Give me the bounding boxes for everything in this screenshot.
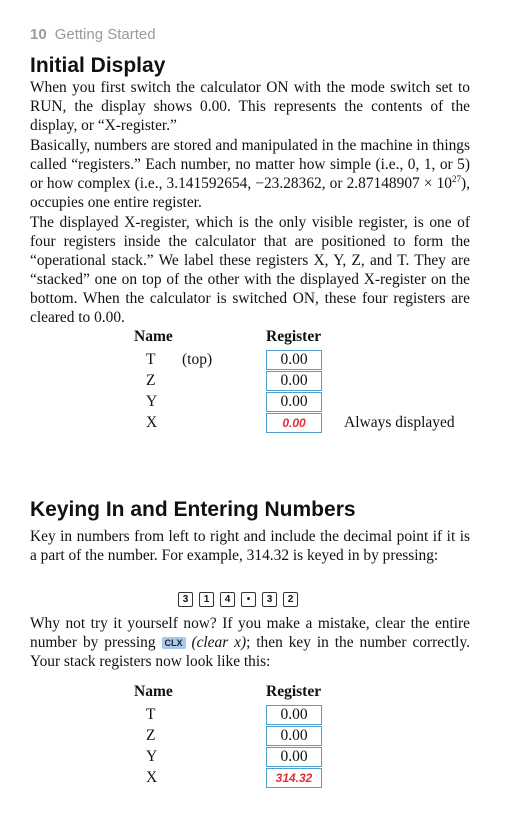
always-displayed-note: Always displayed (344, 414, 455, 431)
paragraph-registers (30, 136, 470, 212)
top-note: (top) (182, 351, 213, 368)
paragraph-operational-stack: The displayed X-register, which is the only visible register, is one of four registers inside the calculator that are positioned to form the “operational stack.” We label these registers X, Y, Z, and T. They are “stacked” one on top of the other with the displayed X-register on the bottom. When the calculator is switched ON, these four registers are cleared to 0.00. (30, 214, 470, 326)
stack-row-t (134, 350, 474, 370)
register-name: Y (146, 748, 158, 765)
running-header: Getting Started (54, 26, 156, 43)
register-name: T (146, 351, 156, 368)
register-value: 0.00 (266, 726, 322, 746)
clx-key: CLX (162, 637, 186, 649)
key-3: 3 (262, 592, 277, 607)
keystroke-sequence (178, 592, 298, 607)
key-2: 2 (283, 592, 298, 607)
register-name: Z (146, 372, 156, 389)
stack-row-z (134, 726, 474, 746)
page-number: 10 (30, 26, 47, 43)
key-3: 3 (178, 592, 193, 607)
display-register-value: 314.32 (266, 768, 322, 788)
paragraph-initial-display: When you first switch the calculator ON with the mode switch set to RUN, the display shows 0.00. This represents the contents of the display, or “X-register.” (30, 79, 470, 134)
section-title-initial-display: Initial Display (30, 54, 166, 77)
register-value: 0.00 (266, 350, 322, 370)
stack-table-initial (134, 328, 474, 438)
register-value: 0.00 (266, 747, 322, 767)
stack-row-y (134, 747, 474, 767)
stack-row-x (134, 768, 474, 788)
paragraph-try-it-text: Why not try it yourself now? If you make a mistake, clear the entire number by pressing (30, 615, 470, 651)
key-decimal-point: • (241, 592, 256, 607)
register-column-header: Register (266, 328, 322, 345)
register-value: 0.00 (266, 371, 322, 391)
paragraph-registers-text: Basically, numbers are stored and manipulated in the machine in things called “registers.” Each number, no matter how simple (i.e., 0, 1, or 5) or how complex (i.e., 3.141592654, −23.28362, or 2.87148907 × 10 (30, 137, 470, 192)
register-name: T (146, 706, 156, 723)
display-register-value: 0.00 (266, 413, 322, 433)
paragraph-registers-text-end: ), occupies one entire register. (30, 175, 470, 211)
key-4: 4 (220, 592, 235, 607)
paragraph-try-it-text-end: ; then key in the number correctly. Your stack registers now look like this: (30, 634, 470, 670)
key-1: 1 (199, 592, 214, 607)
stack-row-x (134, 413, 474, 433)
name-column-header: Name (134, 328, 173, 345)
section-title-keying-in: Keying In and Entering Numbers (30, 498, 356, 521)
name-column-header: Name (134, 683, 173, 700)
stack-row-z (134, 371, 474, 391)
register-value: 0.00 (266, 705, 322, 725)
register-name: Z (146, 727, 156, 744)
stack-table-after-keying (134, 683, 474, 793)
stack-row-t (134, 705, 474, 725)
paragraph-keying-in: Key in numbers from left to right and include the decimal point if it is a part of the number. For example, 314.32 is keyed in by pressing: (30, 528, 470, 564)
stack-row-y (134, 392, 474, 412)
page-header (30, 26, 156, 43)
register-column-header: Register (266, 683, 322, 700)
exponent: 27 (452, 173, 462, 184)
paragraph-try-it (30, 614, 470, 671)
register-value: 0.00 (266, 392, 322, 412)
register-name: Y (146, 393, 158, 410)
register-name: X (146, 414, 158, 431)
clear-x-label: (clear x) (191, 634, 247, 651)
register-name: X (146, 769, 158, 786)
